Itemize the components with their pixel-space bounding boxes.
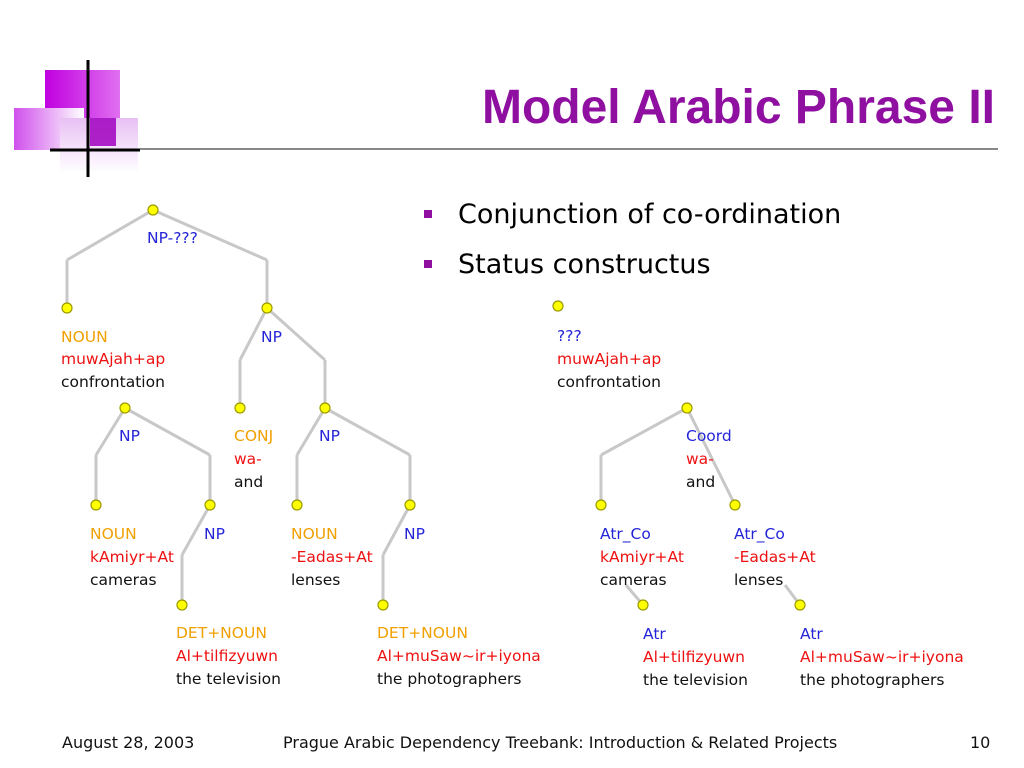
tree-node[interactable] bbox=[795, 600, 805, 610]
node-gloss: confrontation bbox=[61, 373, 165, 391]
node-tag: ??? bbox=[557, 327, 582, 345]
tree-node[interactable] bbox=[553, 301, 563, 311]
tree-node[interactable] bbox=[378, 600, 388, 610]
bullet-text: Conjunction of co-ordination bbox=[458, 199, 842, 230]
node-gloss: the television bbox=[176, 670, 281, 688]
node-form: muwAjah+ap bbox=[61, 350, 166, 368]
node-form: Al+muSaw~ir+iyona bbox=[377, 647, 541, 665]
tree-node[interactable] bbox=[292, 500, 302, 510]
node-tag: NOUN bbox=[61, 328, 108, 346]
edge bbox=[601, 408, 687, 455]
tree-node[interactable] bbox=[320, 403, 330, 413]
node-gloss: confrontation bbox=[557, 373, 661, 391]
node-gloss: the photographers bbox=[377, 670, 522, 688]
node-gloss: cameras bbox=[90, 571, 157, 589]
node-form: wa- bbox=[686, 450, 714, 468]
tree-node[interactable] bbox=[235, 403, 245, 413]
tree-node[interactable] bbox=[730, 500, 740, 510]
tree-node[interactable] bbox=[262, 303, 272, 313]
node-tag: NP bbox=[261, 328, 282, 346]
tree-node[interactable] bbox=[682, 403, 692, 413]
node-form: kAmiyr+At bbox=[600, 548, 684, 566]
node-tag: Atr_Co bbox=[600, 525, 651, 543]
node-tag: NP bbox=[119, 427, 140, 445]
tree-node[interactable] bbox=[596, 500, 606, 510]
footer-date: August 28, 2003 bbox=[62, 733, 195, 752]
node-form: -Eadas+At bbox=[291, 548, 373, 566]
node-tag: Atr bbox=[643, 625, 666, 643]
node-tag: NOUN bbox=[90, 525, 137, 543]
node-form: -Eadas+At bbox=[734, 548, 816, 566]
node-gloss: the television bbox=[643, 671, 748, 689]
edge bbox=[67, 210, 153, 260]
node-tag: DET+NOUN bbox=[176, 624, 267, 642]
tree-node[interactable] bbox=[205, 500, 215, 510]
node-form: Al+tilfizyuwn bbox=[643, 648, 745, 666]
node-gloss: lenses bbox=[291, 571, 341, 589]
node-gloss: the photographers bbox=[800, 671, 945, 689]
node-gloss: lenses bbox=[734, 571, 784, 589]
node-form: kAmiyr+At bbox=[90, 548, 174, 566]
node-gloss: and bbox=[234, 473, 264, 491]
right-tree bbox=[553, 301, 964, 689]
tree-node[interactable] bbox=[177, 600, 187, 610]
node-tag: Atr bbox=[800, 625, 823, 643]
node-gloss: cameras bbox=[600, 571, 667, 589]
footer-title: Prague Arabic Dependency Treebank: Introduction & Related Projects bbox=[283, 733, 838, 752]
tree-node[interactable] bbox=[405, 500, 415, 510]
node-tag: DET+NOUN bbox=[377, 624, 468, 642]
node-tag: NP bbox=[404, 525, 425, 543]
footer-page-number: 10 bbox=[970, 733, 991, 752]
node-form: wa- bbox=[234, 450, 262, 468]
node-form: muwAjah+ap bbox=[557, 350, 662, 368]
node-tag: CONJ bbox=[234, 427, 274, 445]
slide-title: Model Arabic Phrase II bbox=[481, 81, 995, 134]
tree-node[interactable] bbox=[91, 500, 101, 510]
node-tag: NP-??? bbox=[147, 229, 198, 247]
tree-node[interactable] bbox=[120, 403, 130, 413]
node-form: Al+tilfizyuwn bbox=[176, 647, 278, 665]
node-tag: Coord bbox=[686, 427, 732, 445]
node-tag: NP bbox=[204, 525, 225, 543]
node-gloss: and bbox=[686, 473, 716, 491]
node-tag: NOUN bbox=[291, 525, 338, 543]
node-tag: Atr_Co bbox=[734, 525, 785, 543]
tree-node[interactable] bbox=[62, 303, 72, 313]
bullet-text: Status constructus bbox=[458, 249, 711, 280]
tree-node[interactable] bbox=[148, 205, 158, 215]
node-tag: NP bbox=[319, 427, 340, 445]
node-form: Al+muSaw~ir+iyona bbox=[800, 648, 964, 666]
tree-node[interactable] bbox=[638, 600, 648, 610]
